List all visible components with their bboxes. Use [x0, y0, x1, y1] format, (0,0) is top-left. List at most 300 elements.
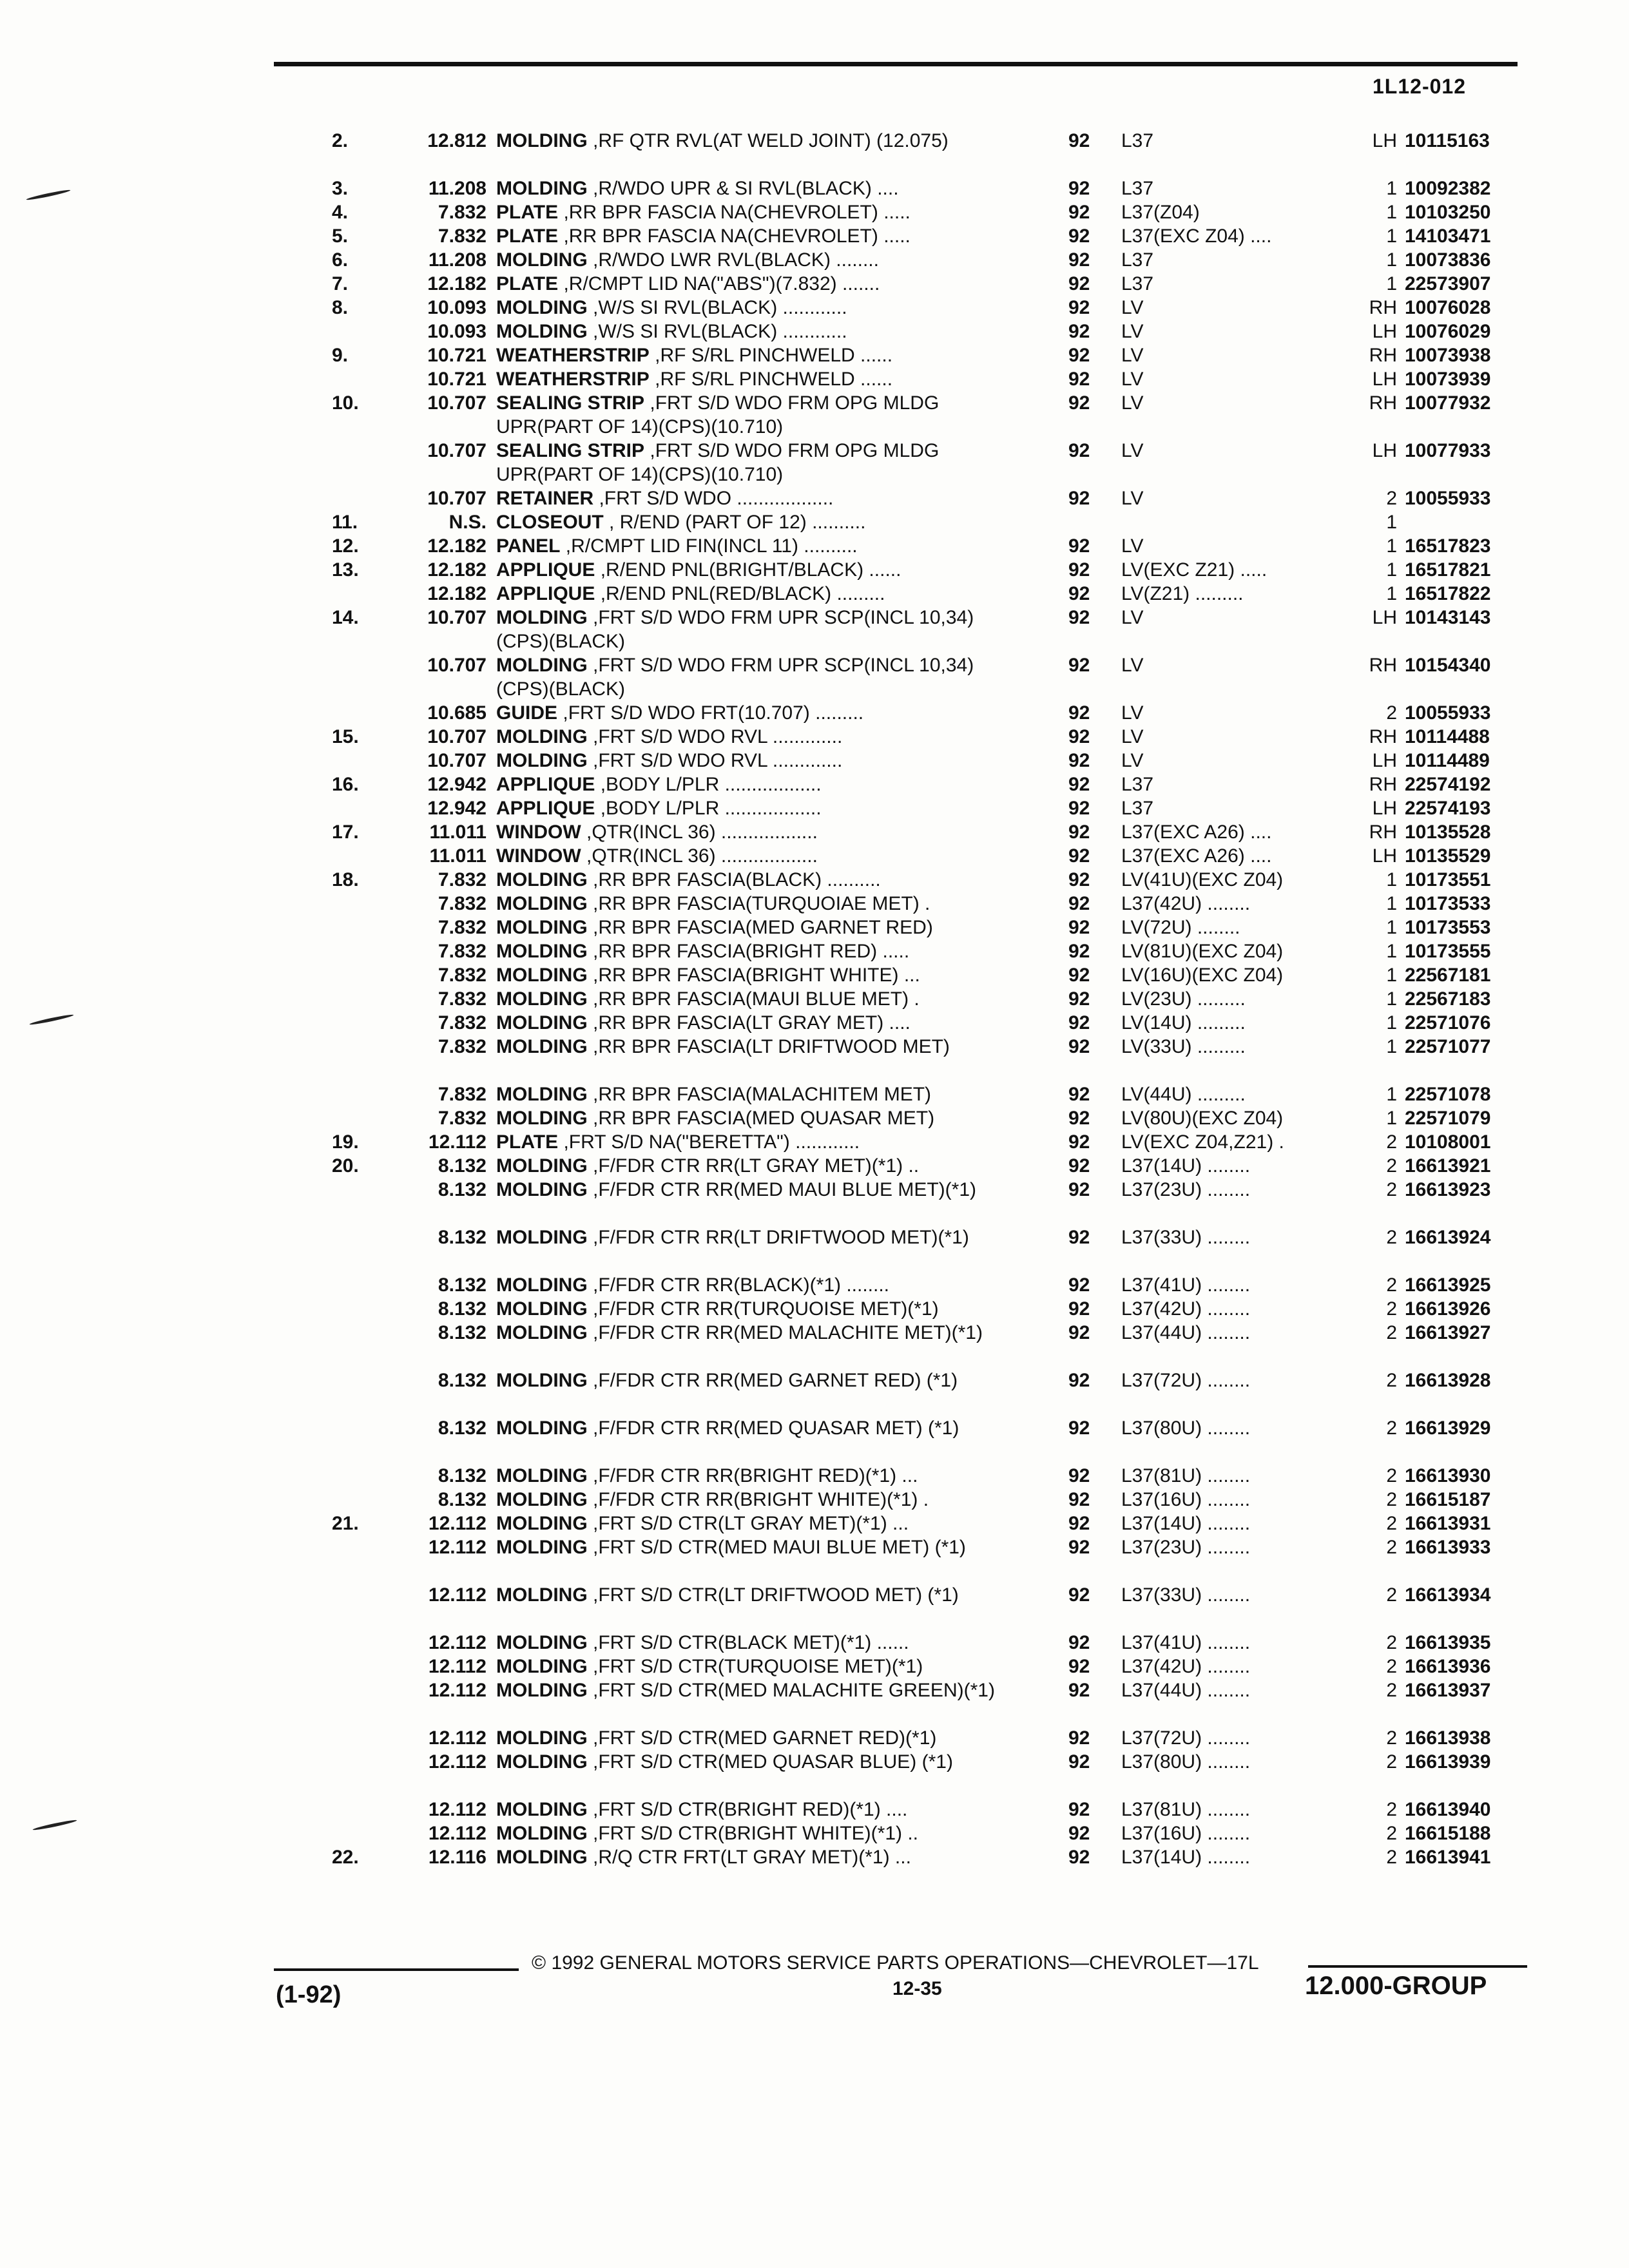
group-number: 7.832	[438, 941, 487, 962]
group-number: 7.832	[438, 226, 487, 247]
quantity: 2	[1386, 1847, 1397, 1868]
part-number: 22573907	[1405, 273, 1491, 294]
quantity: 1	[1386, 1036, 1397, 1057]
quantity: 2	[1386, 1489, 1397, 1510]
part-number: 16613935	[1405, 1632, 1491, 1653]
group-number: 7.832	[438, 1084, 487, 1105]
part-number: 10143143	[1405, 607, 1491, 628]
part-detail: ,W/S SI RVL(BLACK) ............	[593, 321, 847, 342]
quantity: 1	[1386, 1084, 1397, 1105]
part-name: MOLDING	[496, 1322, 588, 1343]
part-number: 10135529	[1405, 845, 1491, 867]
group-number: 8.132	[438, 1298, 487, 1320]
part-number: 16613927	[1405, 1322, 1491, 1343]
table-row	[0, 796, 1629, 820]
part-name: MOLDING	[496, 1656, 588, 1677]
group-number: 12.116	[428, 1847, 487, 1868]
model-year: 92	[1068, 1131, 1090, 1153]
part-name: MOLDING	[496, 1489, 588, 1510]
model-year: 92	[1068, 1179, 1090, 1200]
part-number: 10115163	[1405, 130, 1490, 151]
model-year: 92	[1068, 392, 1090, 414]
model-year: 92	[1068, 702, 1090, 724]
group-number: 10.721	[427, 369, 487, 390]
quantity: 2	[1386, 1179, 1397, 1200]
part-description	[496, 606, 1025, 653]
table-row	[0, 367, 1629, 391]
quantity: LH	[1372, 607, 1397, 628]
part-number: 22571078	[1405, 1084, 1491, 1105]
ref-number: 22.	[332, 1847, 359, 1868]
quantity: 1	[1386, 512, 1397, 533]
part-detail: ,FRT S/D CTR(BRIGHT WHITE)(*1) ..	[593, 1823, 919, 1844]
ref-number: 2.	[332, 130, 349, 151]
part-number: 16613930	[1405, 1465, 1491, 1486]
model-year: 92	[1068, 1036, 1090, 1057]
model-code: LV(16U)(EXC Z04)	[1121, 965, 1284, 986]
ref-number: 12.	[332, 535, 359, 557]
table-row	[0, 606, 1629, 653]
part-description	[496, 439, 1025, 486]
part-description	[496, 320, 1025, 343]
part-description	[496, 1845, 1025, 1869]
model-year: 92	[1068, 1084, 1090, 1105]
table-row	[0, 1535, 1629, 1583]
part-description	[496, 820, 1025, 844]
table-row	[0, 749, 1629, 773]
quantity: 1	[1386, 226, 1397, 247]
quantity: 2	[1386, 1823, 1397, 1844]
part-name: MOLDING	[496, 249, 588, 271]
model-year: 92	[1068, 1537, 1090, 1558]
table-row	[0, 1106, 1629, 1130]
table-row	[0, 725, 1629, 749]
model-code: LV(14U) .........	[1121, 1012, 1246, 1033]
part-detail: ,FRT S/D CTR(MED MAUI BLUE MET) (*1)	[593, 1537, 966, 1558]
part-number: 10077932	[1405, 392, 1491, 414]
part-description	[496, 963, 1025, 987]
group-number: 10.093	[427, 297, 487, 318]
part-number: 10055933	[1405, 488, 1491, 509]
group-number: 10.707	[427, 392, 487, 414]
part-description	[496, 248, 1025, 272]
part-detail: ,FRT S/D NA("BERETTA") ............	[563, 1131, 860, 1153]
model-code: L37(33U) ........	[1121, 1584, 1251, 1606]
part-detail: ,FRT S/D WDO FRM OPG MLDG UPR(PART OF 14)(CPS)(10.710)	[496, 392, 940, 437]
model-year: 92	[1068, 297, 1090, 318]
group-number: 11.011	[429, 845, 487, 867]
part-detail: ,RR BPR FASCIA(MED GARNET RED)	[593, 917, 933, 938]
model-year: 92	[1068, 965, 1090, 986]
part-name: GUIDE	[496, 702, 558, 724]
quantity: 1	[1386, 273, 1397, 294]
part-description	[496, 916, 1025, 939]
part-detail: ,F/FDR CTR RR(MED MALACHITE MET)(*1)	[593, 1322, 983, 1343]
part-name: MOLDING	[496, 941, 588, 962]
part-name: MOLDING	[496, 1227, 588, 1248]
ref-number: 14.	[332, 607, 359, 628]
part-name: MOLDING	[496, 321, 588, 342]
part-name: MOLDING	[496, 607, 588, 628]
model-year: 92	[1068, 655, 1090, 676]
quantity: 1	[1386, 178, 1397, 199]
part-description	[496, 939, 1025, 963]
part-description	[496, 1798, 1025, 1821]
part-name: APPLIQUE	[496, 583, 595, 604]
ref-number: 20.	[332, 1155, 359, 1177]
part-name: WEATHERSTRIP	[496, 369, 650, 390]
part-description	[496, 1273, 1025, 1297]
part-detail: ,F/FDR CTR RR(LT DRIFTWOOD MET)(*1)	[593, 1227, 969, 1248]
part-number: 10073836	[1405, 249, 1491, 271]
model-code: LV(23U) .........	[1121, 988, 1246, 1010]
part-name: MOLDING	[496, 917, 588, 938]
model-code: LV(72U) ........	[1121, 917, 1240, 938]
group-number: 10.093	[427, 321, 487, 342]
footer-rule-right	[1308, 1965, 1527, 1968]
part-name: MOLDING	[496, 1513, 588, 1534]
part-number: 16613937	[1405, 1680, 1491, 1701]
quantity: RH	[1369, 726, 1397, 747]
footer-copyright: © 1992 GENERAL MOTORS SERVICE PARTS OPERATIONS—CHEVROLET—17L	[532, 1952, 1259, 1974]
part-number: 10073939	[1405, 369, 1491, 390]
part-detail: ,FRT S/D CTR(BRIGHT RED)(*1) ....	[593, 1799, 908, 1820]
quantity: LH	[1372, 845, 1397, 867]
part-number: 16613925	[1405, 1274, 1491, 1296]
part-number: 16613938	[1405, 1727, 1491, 1749]
quantity: 2	[1386, 1799, 1397, 1820]
part-number: 10077933	[1405, 440, 1491, 461]
model-year: 92	[1068, 774, 1090, 795]
part-name: MOLDING	[496, 1465, 588, 1486]
group-number: 12.112	[428, 1727, 487, 1749]
part-detail: ,RR BPR FASCIA(BLACK) ..........	[593, 869, 881, 890]
part-detail: ,FRT S/D CTR(MED QUASAR BLUE) (*1)	[593, 1751, 953, 1773]
part-detail: ,F/FDR CTR RR(TURQUOISE MET)(*1)	[593, 1298, 939, 1320]
quantity: 2	[1386, 1370, 1397, 1391]
part-description	[496, 534, 1025, 558]
model-code: LV	[1121, 535, 1144, 557]
model-code: LV	[1121, 488, 1144, 509]
table-row	[0, 844, 1629, 868]
ref-number: 9.	[332, 345, 349, 366]
part-detail: ,FRT S/D WDO FRM UPR SCP(INCL 10,34)(CPS)(BLACK)	[496, 607, 974, 652]
part-number: 16613933	[1405, 1537, 1491, 1558]
part-description	[496, 177, 1025, 200]
parts-list	[0, 129, 1629, 1869]
quantity: LH	[1372, 369, 1397, 390]
part-description	[496, 367, 1025, 391]
part-name: MOLDING	[496, 1084, 588, 1105]
part-detail: ,RR BPR FASCIA(MALACHITEM MET)	[593, 1084, 932, 1105]
model-code: L37(14U) ........	[1121, 1513, 1251, 1534]
quantity: LH	[1372, 440, 1397, 461]
part-number: 22571079	[1405, 1108, 1491, 1129]
model-code: L37(81U) ........	[1121, 1799, 1251, 1820]
ref-number: 5.	[332, 226, 349, 247]
group-number: 10.721	[427, 345, 487, 366]
table-row	[0, 1416, 1629, 1464]
table-row	[0, 1678, 1629, 1726]
part-description	[496, 773, 1025, 796]
footer-page-number: 12-35	[892, 1978, 942, 1999]
part-number: 10173533	[1405, 893, 1491, 914]
table-row	[0, 224, 1629, 248]
model-year: 92	[1068, 1584, 1090, 1606]
part-description	[496, 391, 1025, 439]
part-description	[496, 510, 1025, 534]
group-number: 12.182	[427, 535, 487, 557]
model-code: LV	[1121, 392, 1144, 414]
part-number: 16613931	[1405, 1513, 1491, 1534]
ref-number: 19.	[332, 1131, 359, 1153]
quantity: 1	[1386, 1012, 1397, 1033]
model-year: 92	[1068, 869, 1090, 890]
part-name: APPLIQUE	[496, 559, 595, 581]
part-description	[496, 1130, 1025, 1154]
group-number: 7.832	[438, 1108, 487, 1129]
group-number: 7.832	[438, 1036, 487, 1057]
model-year: 92	[1068, 726, 1090, 747]
group-number: 10.707	[427, 750, 487, 771]
part-name: PLATE	[496, 273, 559, 294]
table-row	[0, 1798, 1629, 1821]
part-name: MOLDING	[496, 130, 588, 151]
part-number: 16517822	[1405, 583, 1491, 604]
model-year: 92	[1068, 798, 1090, 819]
part-name: MOLDING	[496, 726, 588, 747]
part-description	[496, 1082, 1025, 1106]
part-number: 22571076	[1405, 1012, 1491, 1033]
group-number: 10.707	[427, 488, 487, 509]
part-number: 16613940	[1405, 1799, 1491, 1820]
group-number: 10.707	[427, 655, 487, 676]
quantity: 2	[1386, 1155, 1397, 1177]
part-description	[496, 1416, 1025, 1440]
group-number: 12.112	[428, 1537, 487, 1558]
part-description	[496, 1154, 1025, 1178]
group-number: 8.132	[438, 1322, 487, 1343]
part-detail: ,RR BPR FASCIA(LT DRIFTWOOD MET)	[593, 1036, 950, 1057]
ref-number: 15.	[332, 726, 359, 747]
part-description	[496, 343, 1025, 367]
table-row	[0, 486, 1629, 510]
table-row	[0, 987, 1629, 1011]
part-number: 10114488	[1405, 726, 1490, 747]
model-code: L37	[1121, 178, 1154, 199]
table-row	[0, 1273, 1629, 1297]
part-detail: ,F/FDR CTR RR(MED GARNET RED) (*1)	[593, 1370, 958, 1391]
group-number: 12.112	[428, 1131, 487, 1153]
footer-date: (1-92)	[276, 1981, 342, 2008]
part-description	[496, 844, 1025, 868]
part-detail: ,RR BPR FASCIA(BRIGHT RED) .....	[593, 941, 910, 962]
model-code: LV	[1121, 369, 1144, 390]
table-row	[0, 177, 1629, 200]
table-row	[0, 1178, 1629, 1225]
group-number: 8.132	[438, 1227, 487, 1248]
part-name: MOLDING	[496, 1298, 588, 1320]
part-description	[496, 486, 1025, 510]
model-year: 92	[1068, 440, 1090, 461]
model-year: 92	[1068, 226, 1090, 247]
quantity: LH	[1372, 321, 1397, 342]
model-code: L37(80U) ........	[1121, 1751, 1251, 1773]
part-detail: ,FRT S/D CTR(LT GRAY MET)(*1) ...	[593, 1513, 909, 1534]
model-year: 92	[1068, 1513, 1090, 1534]
page-id: 1L12-012	[1373, 75, 1466, 98]
part-detail: ,R/END PNL(BRIGHT/BLACK) ......	[600, 559, 901, 581]
quantity: RH	[1369, 822, 1397, 843]
table-row	[0, 1130, 1629, 1154]
model-code: L37(EXC A26) ....	[1121, 845, 1272, 867]
part-number: 16613934	[1405, 1584, 1491, 1606]
model-code: L37(14U) ........	[1121, 1155, 1251, 1177]
part-detail: ,R/END PNL(RED/BLACK) .........	[600, 583, 885, 604]
part-detail: ,RR BPR FASCIA(BRIGHT WHITE) ...	[593, 965, 920, 986]
part-detail: ,F/FDR CTR RR(MED QUASAR MET) (*1)	[593, 1418, 959, 1439]
part-detail: ,FRT S/D WDO RVL .............	[593, 726, 843, 747]
part-description	[496, 653, 1025, 701]
table-row	[0, 1750, 1629, 1798]
group-number: 7.832	[438, 965, 487, 986]
part-name: MOLDING	[496, 750, 588, 771]
part-detail: ,FRT S/D WDO FRT(10.707) .........	[563, 702, 864, 724]
model-year: 92	[1068, 535, 1090, 557]
part-detail: ,BODY L/PLR ..................	[600, 774, 822, 795]
model-year: 92	[1068, 1298, 1090, 1320]
part-number: 10076028	[1405, 297, 1491, 318]
part-name: MOLDING	[496, 1012, 588, 1033]
part-detail: ,BODY L/PLR ..................	[600, 798, 822, 819]
model-code: LV	[1121, 726, 1144, 747]
group-number: 11.011	[429, 822, 487, 843]
ref-number: 18.	[332, 869, 359, 890]
model-year: 92	[1068, 1155, 1090, 1177]
quantity: 1	[1386, 535, 1397, 557]
quantity: 2	[1386, 1418, 1397, 1439]
model-year: 92	[1068, 1751, 1090, 1773]
part-name: MOLDING	[496, 1823, 588, 1844]
ref-number: 7.	[332, 273, 349, 294]
part-name: MOLDING	[496, 178, 588, 199]
quantity: RH	[1369, 655, 1397, 676]
part-description	[496, 1821, 1025, 1845]
part-number: 10073938	[1405, 345, 1491, 366]
part-detail: ,RR BPR FASCIA NA(CHEVROLET) .....	[563, 202, 911, 223]
table-row	[0, 534, 1629, 558]
table-row	[0, 200, 1629, 224]
part-description	[496, 1655, 1025, 1678]
part-number: 16613926	[1405, 1298, 1491, 1320]
part-number: 10114489	[1405, 750, 1490, 771]
part-number: 22574192	[1405, 774, 1491, 795]
group-number: 8.132	[438, 1179, 487, 1200]
quantity: 1	[1386, 941, 1397, 962]
model-code: LV	[1121, 321, 1144, 342]
part-detail: ,FRT S/D WDO FRM OPG MLDG UPR(PART OF 14)(CPS)(10.710)	[496, 440, 940, 485]
part-description	[496, 701, 1025, 725]
model-code: L37(41U) ........	[1121, 1274, 1251, 1296]
part-name: PLATE	[496, 202, 559, 223]
group-number: 7.832	[438, 202, 487, 223]
model-year: 92	[1068, 1680, 1090, 1701]
part-description	[496, 1750, 1025, 1774]
model-year: 92	[1068, 822, 1090, 843]
part-detail: ,FRT S/D WDO ..................	[599, 488, 834, 509]
group-number: 8.132	[438, 1418, 487, 1439]
group-number: 12.942	[427, 798, 487, 819]
part-name: MOLDING	[496, 893, 588, 914]
part-number: 10135528	[1405, 822, 1491, 843]
part-name: MOLDING	[496, 965, 588, 986]
table-row	[0, 892, 1629, 916]
group-number: 12.112	[428, 1656, 487, 1677]
model-code: LV(41U)(EXC Z04)	[1121, 869, 1284, 890]
part-detail: ,F/FDR CTR RR(BRIGHT WHITE)(*1) .	[593, 1489, 929, 1510]
table-row	[0, 868, 1629, 892]
table-row	[0, 510, 1629, 534]
part-name: MOLDING	[496, 1847, 588, 1868]
group-number: 7.832	[438, 1012, 487, 1033]
part-name: MOLDING	[496, 1418, 588, 1439]
quantity: 2	[1386, 1465, 1397, 1486]
part-number: 10108001	[1405, 1131, 1491, 1153]
part-detail: ,RF QTR RVL(AT WELD JOINT) (12.075)	[593, 130, 949, 151]
model-code: LV	[1121, 440, 1144, 461]
part-name: SEALING STRIP	[496, 392, 645, 414]
part-name: WINDOW	[496, 845, 581, 867]
group-number: 7.832	[438, 893, 487, 914]
model-year: 92	[1068, 1012, 1090, 1033]
part-name: MOLDING	[496, 1036, 588, 1057]
ref-number: 13.	[332, 559, 359, 581]
part-number: 10154340	[1405, 655, 1491, 676]
ref-number: 4.	[332, 202, 349, 223]
part-detail: ,R/CMPT LID NA("ABS")(7.832) .......	[563, 273, 880, 294]
part-number: 16613936	[1405, 1656, 1491, 1677]
model-year: 92	[1068, 1823, 1090, 1844]
model-year: 92	[1068, 321, 1090, 342]
model-code: L37	[1121, 273, 1154, 294]
table-row	[0, 1583, 1629, 1631]
part-name: CLOSEOUT	[496, 512, 604, 533]
part-description	[496, 1583, 1025, 1607]
quantity: 1	[1386, 965, 1397, 986]
model-code: L37(42U) ........	[1121, 1656, 1251, 1677]
part-description	[496, 1678, 1025, 1702]
part-detail: , R/END (PART OF 12) ..........	[609, 512, 866, 533]
model-code: L37(33U) ........	[1121, 1227, 1251, 1248]
model-code: L37(81U) ........	[1121, 1465, 1251, 1486]
part-number: 16613941	[1405, 1847, 1491, 1868]
group-number: 12.112	[428, 1680, 487, 1701]
model-code: L37	[1121, 774, 1154, 795]
part-description	[496, 1464, 1025, 1488]
group-number: 8.132	[438, 1155, 487, 1177]
quantity: 2	[1386, 1751, 1397, 1773]
part-description	[496, 1369, 1025, 1392]
model-year: 92	[1068, 369, 1090, 390]
part-description	[496, 987, 1025, 1011]
part-detail: ,RR BPR FASCIA(LT GRAY MET) ....	[593, 1012, 911, 1033]
quantity: 2	[1386, 488, 1397, 509]
model-code: LV	[1121, 750, 1144, 771]
part-number: 22574193	[1405, 798, 1491, 819]
part-description	[496, 868, 1025, 892]
part-number: 10173555	[1405, 941, 1491, 962]
group-number: 8.132	[438, 1465, 487, 1486]
